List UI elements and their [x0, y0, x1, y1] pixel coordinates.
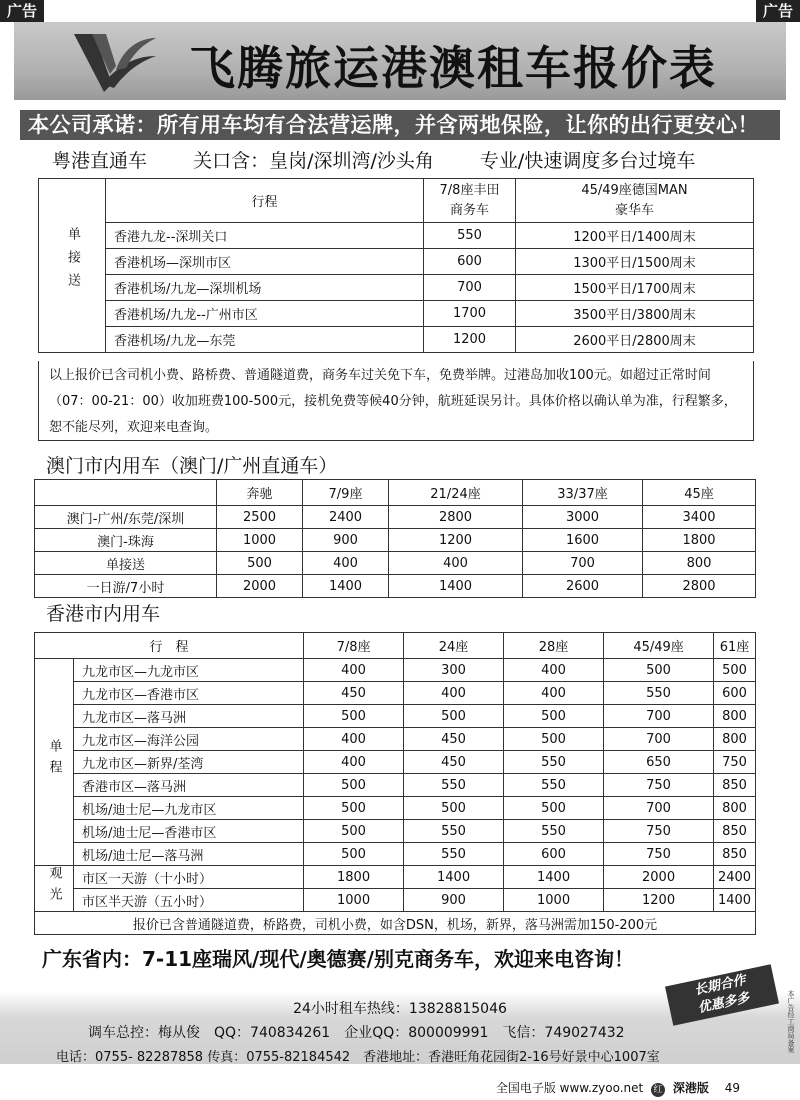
price-cell: 650 — [604, 751, 714, 774]
guangdong-service-line: 广东省内：7-11座瑞风/现代/奥德赛/别克商务车，欢迎来电咨询！ — [42, 947, 634, 971]
price-cell: 800 — [714, 797, 756, 820]
price-cell: 1800 — [304, 866, 404, 889]
checkpoint-info: 关口含：皇岗/深圳湾/沙头角 — [193, 150, 434, 172]
hotline: 24小时租车热线：13828815046 — [293, 1001, 507, 1017]
table-side-label: 单程 — [35, 659, 74, 866]
route-cell: 香港九龙--深圳关口 — [106, 223, 424, 249]
cross-border-intro — [52, 146, 695, 173]
table-cell: 澳门-珠海 — [35, 529, 217, 552]
price-cell: 500 — [504, 728, 604, 751]
price-cell: 700 — [604, 705, 714, 728]
table-cell: 1000 — [217, 529, 303, 552]
table-cell: 单接送 — [35, 552, 217, 575]
table-cell: 3000 — [523, 506, 643, 529]
price-cell: 500 — [714, 659, 756, 682]
price-cell: 400 — [504, 659, 604, 682]
table-row — [35, 728, 756, 751]
price-cell: 500 — [604, 659, 714, 682]
side-print-text: 本广告经工商局备案 — [787, 990, 795, 1053]
route-cell: 香港机场/九龙—东莞 — [106, 327, 424, 353]
table-cell: 3400 — [643, 506, 756, 529]
price-cell: 1400 — [714, 889, 756, 912]
table-row — [35, 705, 756, 728]
contact-info: 调车总控：梅从俊 QQ：740834261 企业QQ：800009991 飞信：749027432 — [88, 1025, 625, 1041]
price-cell: 450 — [404, 751, 504, 774]
price-cell: 550 — [404, 820, 504, 843]
price-cell: 500 — [504, 797, 604, 820]
route-cell: 九龙市区—九龙市区 — [74, 659, 304, 682]
table-header-cell: 奔驰 — [217, 480, 303, 506]
table-cell: 500 — [217, 552, 303, 575]
price-cell: 1700 — [424, 301, 516, 327]
price-cell: 550 — [604, 682, 714, 705]
table-row — [39, 301, 754, 327]
ad-tag-left: 广告 — [0, 0, 44, 22]
table-header-cell: 28座 — [504, 633, 604, 659]
price-cell: 1400 — [504, 866, 604, 889]
price-cell: 1400 — [404, 866, 504, 889]
price-cell: 600 — [424, 249, 516, 275]
table1-header-col2: 45/49座德国MAN 豪华车 — [516, 179, 754, 223]
table-header-cell: 61座 — [714, 633, 756, 659]
hk-section-title: 香港市内用车 — [46, 603, 161, 625]
table-header-cell: 7/9座 — [303, 480, 389, 506]
table-note-row — [35, 912, 756, 935]
company-logo-icon — [64, 26, 159, 98]
header-banner — [14, 22, 786, 100]
price-cell: 900 — [404, 889, 504, 912]
table-cell: 1400 — [389, 575, 523, 598]
cross-border-table — [38, 178, 754, 353]
table-cell: 澳门-广州/东莞/深圳 — [35, 506, 217, 529]
promo-stamp: 长期合作 优惠多多 — [665, 964, 779, 1026]
ad-tag-right: 广告 — [756, 0, 800, 22]
price-cell: 300 — [404, 659, 504, 682]
price-cell: 850 — [714, 774, 756, 797]
table-header-cell: 45座 — [643, 480, 756, 506]
price-cell: 850 — [714, 820, 756, 843]
table-cell: 2000 — [217, 575, 303, 598]
table1-side-label: 单接送 — [39, 179, 106, 353]
table-row — [35, 506, 756, 529]
table-cell: 一日游/7小时 — [35, 575, 217, 598]
table-header-cell: 45/49座 — [604, 633, 714, 659]
site-url: 全国电子版 www.zyoo.net — [495, 1081, 644, 1095]
table-cell: 900 — [303, 529, 389, 552]
table-header-cell: 33/37座 — [523, 480, 643, 506]
table-side-label: 观光 — [35, 866, 74, 912]
price-cell: 550 — [424, 223, 516, 249]
price-cell: 1000 — [504, 889, 604, 912]
price-cell: 400 — [304, 751, 404, 774]
price-cell: 500 — [304, 774, 404, 797]
route-cell: 香港机场—深圳市区 — [106, 249, 424, 275]
price-cell: 700 — [424, 275, 516, 301]
price-cell: 750 — [604, 774, 714, 797]
price-cell: 500 — [304, 797, 404, 820]
table-cell: 2800 — [389, 506, 523, 529]
table-header-cell: 24座 — [404, 633, 504, 659]
table-header-cell: 行 程 — [35, 633, 304, 659]
company-promise: 本公司承诺：所有用车均有合法营运牌，并含两地保险，让你的出行更安心！ — [20, 110, 780, 140]
table-cell: 1800 — [643, 529, 756, 552]
price-cell: 1200 — [604, 889, 714, 912]
table-cell: 2800 — [643, 575, 756, 598]
table-cell: 2400 — [303, 506, 389, 529]
price-cell: 750 — [604, 820, 714, 843]
table-row — [35, 820, 756, 843]
edition-name: 深港版 — [672, 1081, 709, 1095]
price-cell: 1000 — [304, 889, 404, 912]
table-header-cell: 21/24座 — [389, 480, 523, 506]
table-cell: 1400 — [303, 575, 389, 598]
price-cell: 500 — [404, 705, 504, 728]
price-cell: 700 — [604, 797, 714, 820]
table-row — [35, 529, 756, 552]
table-row — [39, 327, 754, 353]
price-cell: 550 — [404, 774, 504, 797]
route-cell: 机场/迪士尼—落马洲 — [74, 843, 304, 866]
price-cell: 400 — [304, 659, 404, 682]
route-cell: 香港机场/九龙—深圳机场 — [106, 275, 424, 301]
table-row — [35, 889, 756, 912]
price-cell: 2600平日/2800周末 — [516, 327, 754, 353]
price-cell: 750 — [604, 843, 714, 866]
table-row — [35, 866, 756, 889]
route-cell: 市区一天游（十小时） — [74, 866, 304, 889]
table-row — [35, 682, 756, 705]
price-cell: 1500平日/1700周末 — [516, 275, 754, 301]
page-title: 飞腾旅运港澳租车报价表 — [189, 41, 717, 95]
table-cell: 400 — [389, 552, 523, 575]
price-cell: 550 — [504, 774, 604, 797]
page-number: 49 — [724, 1081, 740, 1095]
table-row — [35, 575, 756, 598]
macau-table — [34, 479, 756, 598]
route-cell: 机场/迪士尼—九龙市区 — [74, 797, 304, 820]
table1-header-route: 行程 — [106, 179, 424, 223]
table-cell: 2600 — [523, 575, 643, 598]
table-row — [39, 275, 754, 301]
table-row — [35, 552, 756, 575]
route-cell: 九龙市区—海洋公园 — [74, 728, 304, 751]
price-cell: 500 — [304, 843, 404, 866]
table-header-cell — [35, 480, 217, 506]
price-cell: 500 — [304, 820, 404, 843]
table-cell: 400 — [303, 552, 389, 575]
cross-border-label: 粤港直通车 — [52, 150, 148, 172]
price-cell: 550 — [404, 843, 504, 866]
route-cell: 九龙市区—香港市区 — [74, 682, 304, 705]
price-cell: 400 — [304, 728, 404, 751]
price-cell: 1200 — [424, 327, 516, 353]
price-cell: 600 — [714, 682, 756, 705]
table-row — [35, 797, 756, 820]
route-cell: 市区半天游（五小时） — [74, 889, 304, 912]
table-row — [35, 774, 756, 797]
table-cell: 800 — [643, 552, 756, 575]
price-cell: 400 — [404, 682, 504, 705]
table-cell: 700 — [523, 552, 643, 575]
price-cell: 450 — [404, 728, 504, 751]
price-cell: 700 — [604, 728, 714, 751]
service-tagline: 专业/快速调度多台过境车 — [479, 150, 696, 172]
table-cell: 1600 — [523, 529, 643, 552]
table-header-cell: 7/8座 — [304, 633, 404, 659]
price-cell: 600 — [504, 843, 604, 866]
price-cell: 3500平日/3800周末 — [516, 301, 754, 327]
macau-section-title: 澳门市内用车（澳门/广州直通车） — [46, 455, 338, 477]
hk-table — [34, 632, 756, 935]
price-cell: 1200平日/1400周末 — [516, 223, 754, 249]
table-row — [35, 843, 756, 866]
price-cell: 2000 — [604, 866, 714, 889]
route-cell: 九龙市区—新界/荃湾 — [74, 751, 304, 774]
price-cell: 500 — [404, 797, 504, 820]
price-cell: 800 — [714, 705, 756, 728]
price-cell: 850 — [714, 843, 756, 866]
address-info: 电话：0755- 82287858 传真：0755-82184542 香港地址：香港旺角花园街2-16号好景中心1007室 — [56, 1050, 660, 1065]
price-cell: 400 — [504, 682, 604, 705]
table-row — [39, 223, 754, 249]
price-cell: 1300平日/1500周末 — [516, 249, 754, 275]
price-cell: 550 — [504, 751, 604, 774]
price-cell: 550 — [504, 820, 604, 843]
table-row — [35, 751, 756, 774]
route-cell: 香港市区—落马洲 — [74, 774, 304, 797]
edition-badge-icon: 红 — [651, 1083, 665, 1097]
table-cell: 2500 — [217, 506, 303, 529]
route-cell: 九龙市区—落马洲 — [74, 705, 304, 728]
table1-header-col1: 7/8座丰田 商务车 — [424, 179, 516, 223]
price-cell: 750 — [714, 751, 756, 774]
price-cell: 500 — [504, 705, 604, 728]
table1-note: 以上报价已含司机小费、路桥费、普通隧道费，商务车过关免下车，免费举牌。过港岛加收100元。如超过正常时间（07：00-21：00）收加班费100-500元，接机免费等候40分钟，航班延误另计。具体价格以确认单为准，行程繁多，恕不能尽列，欢迎来电查询。 — [38, 361, 754, 441]
page-footer — [496, 1079, 740, 1097]
price-cell: 500 — [304, 705, 404, 728]
price-cell: 450 — [304, 682, 404, 705]
price-cell: 800 — [714, 728, 756, 751]
table3-note: 报价已含普通隧道费，桥路费，司机小费，如含DSN，机场，新界，落马洲需加150-200元 — [35, 912, 756, 935]
table-row — [35, 659, 756, 682]
table-cell: 1200 — [389, 529, 523, 552]
route-cell: 香港机场/九龙--广州市区 — [106, 301, 424, 327]
table-row — [39, 249, 754, 275]
route-cell: 机场/迪士尼—香港市区 — [74, 820, 304, 843]
price-cell: 2400 — [714, 866, 756, 889]
